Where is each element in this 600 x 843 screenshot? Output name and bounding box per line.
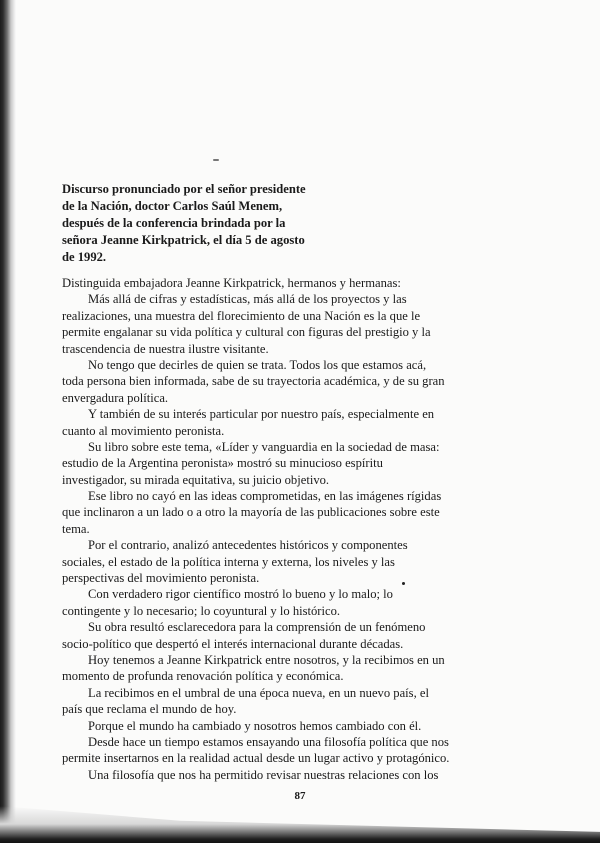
heading-line: de 1992. [62, 250, 107, 264]
speech-body [62, 275, 542, 783]
body-line: contingente y lo necesario; lo coyuntural y lo histórico. [62, 603, 341, 618]
page-number: 87 [294, 790, 306, 802]
body-line: Por el contrario, analizó antecedentes históricos y componentes [88, 538, 408, 553]
body-line: No tengo que decirles de quien se trata. Todos los que estamos acá, [88, 357, 427, 372]
body-line: Hoy tenemos a Jeanne Kirkpatrick entre nosotros, y la recibimos en un [88, 652, 445, 667]
body-line: cuanto al movimiento peronista. [62, 423, 225, 438]
body-line: Y también de su interés particular por nuestro país, especialmente en [88, 407, 435, 422]
body-line: Con verdadero rigor científico mostró lo bueno y lo malo; lo [88, 587, 393, 602]
speech-heading [62, 181, 342, 266]
body-line: sociales, el estado de la política interna y externa, los niveles y las [62, 554, 395, 569]
heading-line: Discurso pronunciado por el señor presidente [62, 182, 306, 196]
body-line: investigador, su mirada equitativa, su juicio objetivo. [62, 472, 330, 487]
body-line: permite insertarnos en la realidad actual desde un lugar activo y protagónico. [62, 751, 450, 766]
body-line: que inclinaron a un lado o a otro la mayoría de las publicaciones sobre este [62, 505, 440, 520]
body-line: estudio de la Argentina peronista» mostró su minucioso espíritu [62, 456, 383, 471]
body-line: perspectivas del movimiento peronista. [62, 571, 260, 586]
body-line: envergadura política. [62, 390, 169, 405]
body-line: Porque el mundo ha cambiado y nosotros hemos cambiado con él. [88, 718, 422, 733]
body-line: permite engalanar su vida política y cultural con figuras del prestigio y la [62, 325, 431, 340]
body-line: Ese libro no cayó en las ideas comprometidas, en las imágenes rígidas [88, 489, 442, 504]
body-line: toda persona bien informada, sabe de su trayectoria académica, y de su gran [62, 374, 445, 389]
heading-line: de la Nación, doctor Carlos Saúl Menem, [62, 199, 283, 213]
scan-speck [213, 159, 219, 161]
body-line: país que reclama el mundo de hoy. [62, 702, 237, 717]
body-line: Una filosofía que nos ha permitido revisar nuestras relaciones con los [88, 767, 439, 782]
body-line: realizaciones, una muestra del florecimiento de una Nación es la que le [62, 308, 421, 323]
body-line: Desde hace un tiempo estamos ensayando una filosofía política que nos [88, 734, 449, 749]
heading-line: después de la conferencia brindada por la [62, 216, 286, 230]
bottom-edge-shadow [0, 806, 600, 843]
body-line: Más allá de cifras y estadísticas, más allá de los proyectos y las [88, 292, 407, 307]
body-line: Distinguida embajadora Jeanne Kirkpatrick, hermanos y hermanas: [62, 276, 401, 290]
binding-edge-shadow [0, 0, 16, 843]
body-line: trascendencia de nuestra ilustre visitante. [62, 341, 269, 356]
body-line: Su obra resultó esclarecedora para la comprensión de un fenómeno [88, 620, 426, 635]
body-line: La recibimos en el umbral de una época nueva, en un nuevo país, el [88, 685, 429, 700]
body-line: Su libro sobre este tema, «Líder y vanguardia en la sociedad de masa: [88, 439, 440, 454]
body-line: socio-político que despertó el interés internacional durante décadas. [62, 636, 404, 651]
body-line: momento de profunda renovación política y económica. [62, 669, 344, 684]
body-line: tema. [62, 521, 90, 536]
heading-line: señora Jeanne Kirkpatrick, el día 5 de agosto [62, 233, 305, 247]
